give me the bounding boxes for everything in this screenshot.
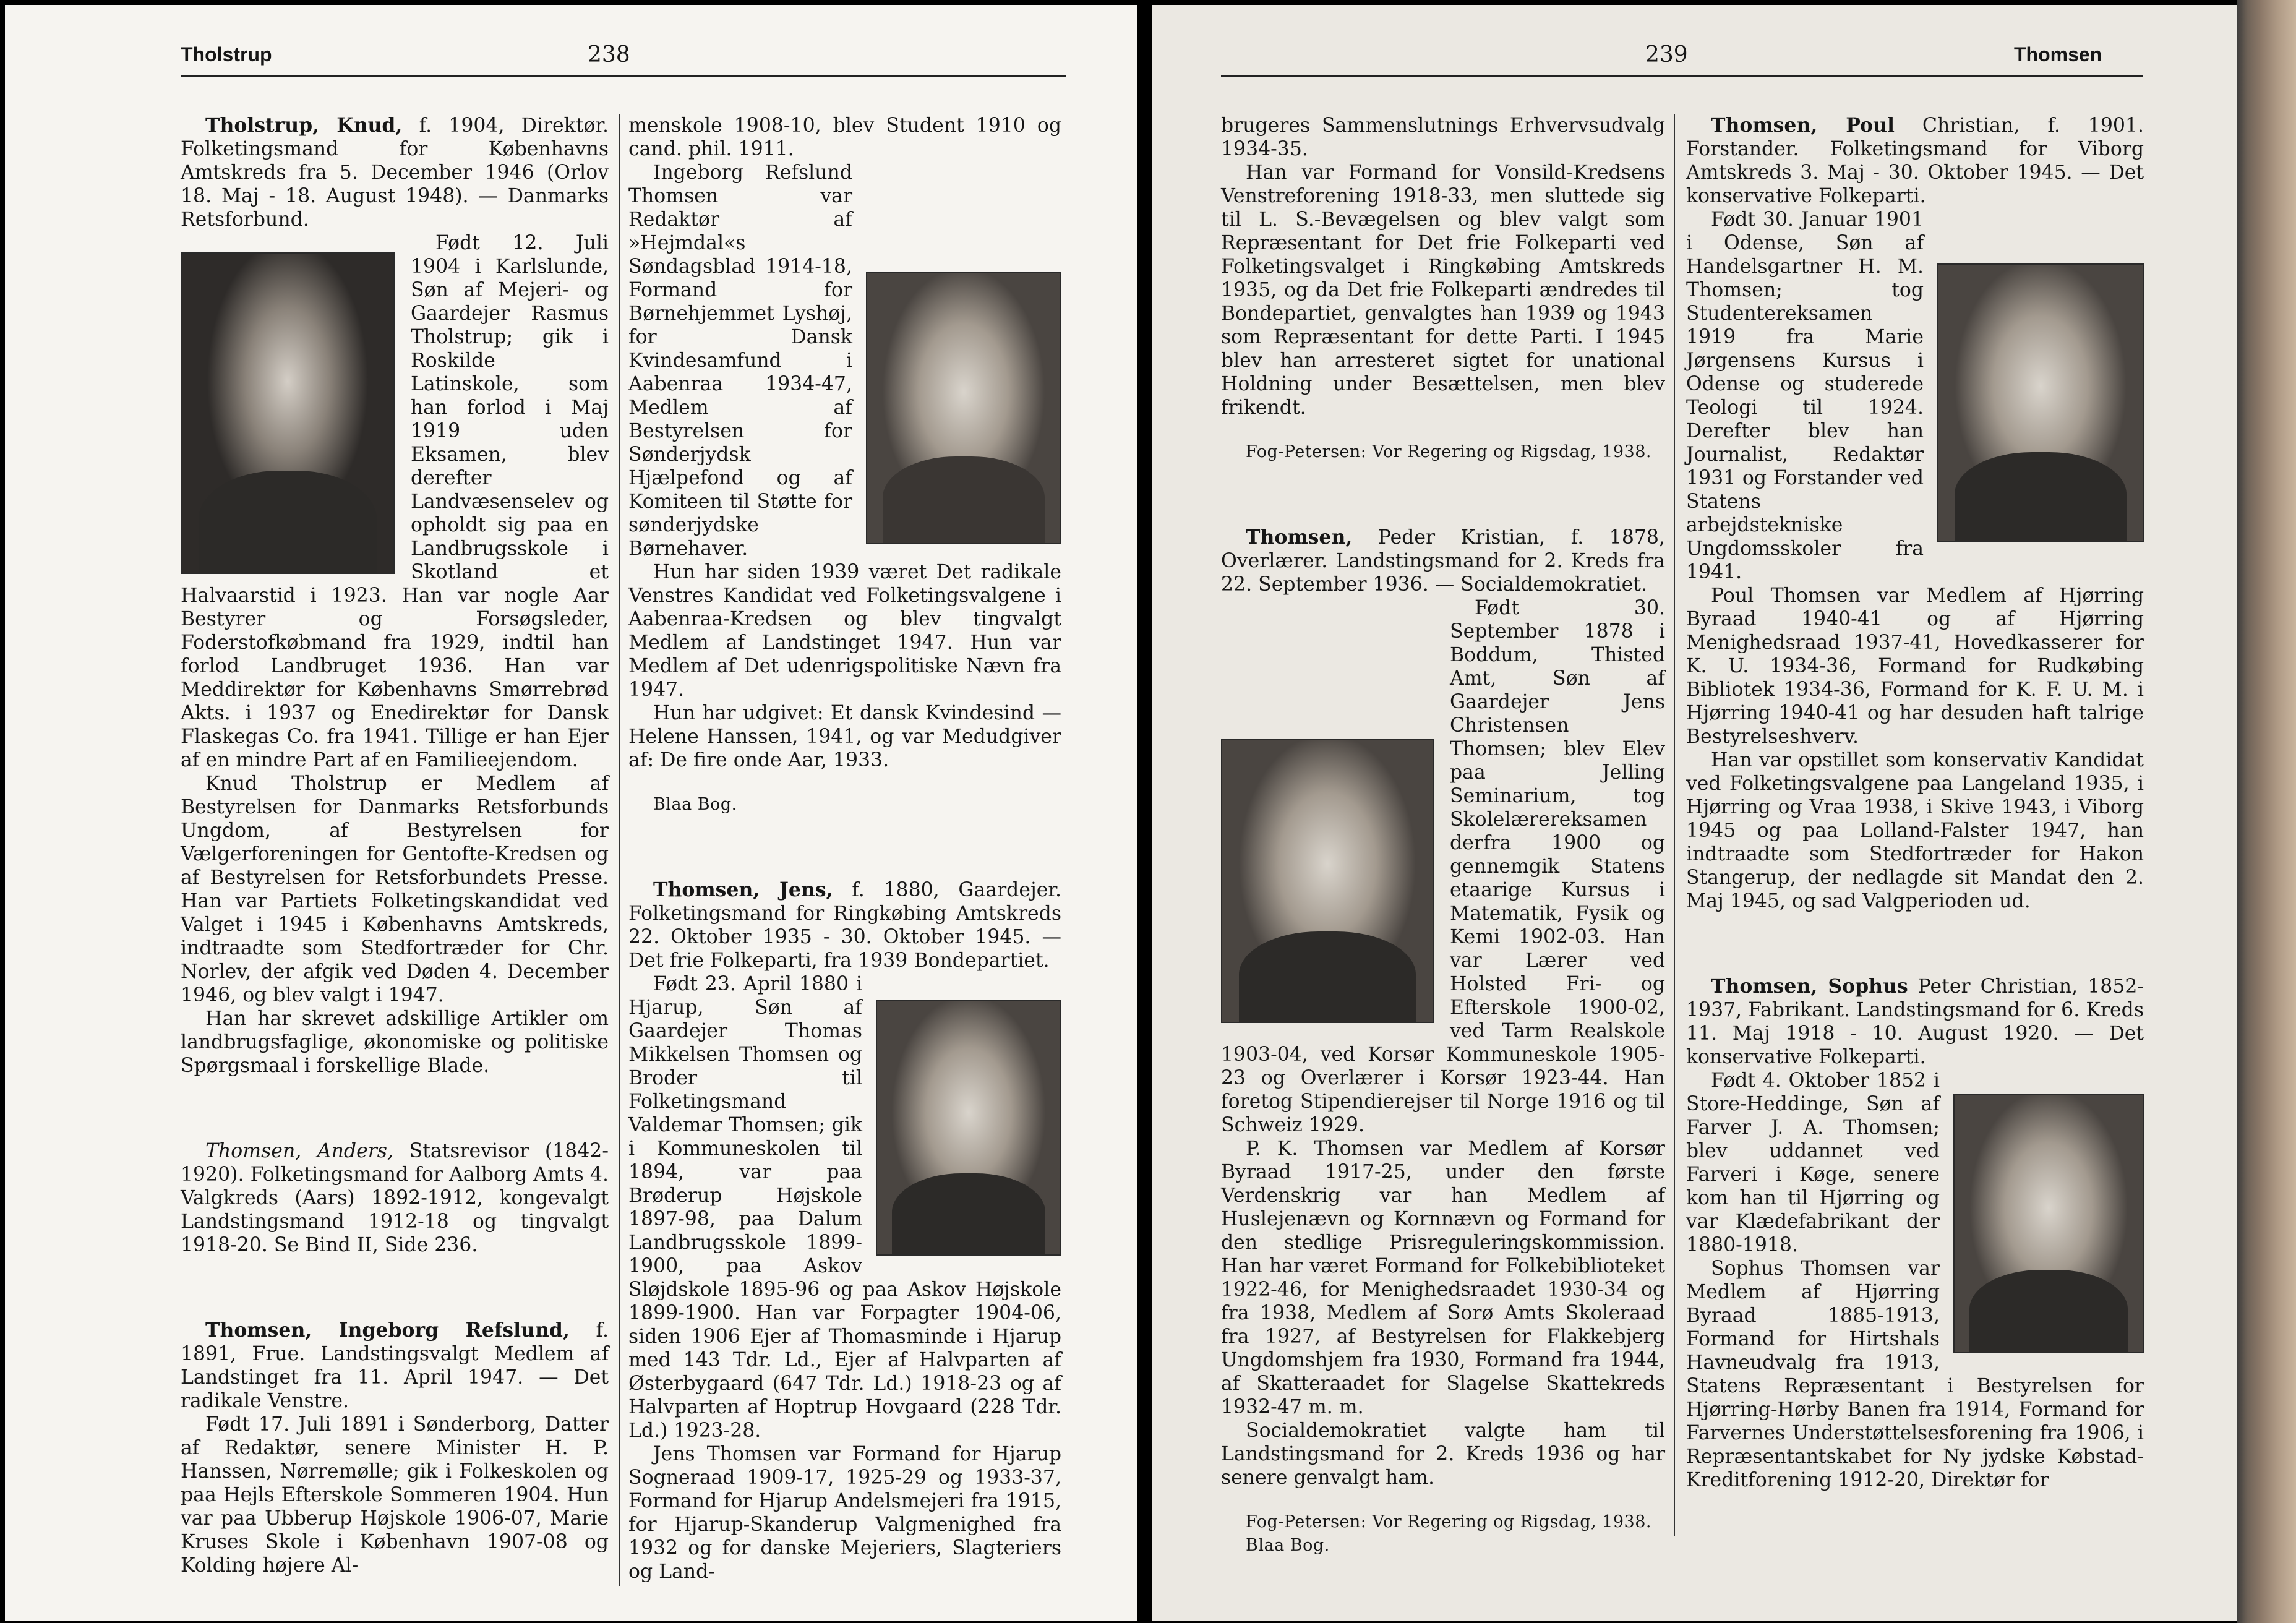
entry-heading: Thomsen, Poul Christian, f. 1901. Forstander. Folketingsmand for Viborg Amtskreds 3. Maj - 30. Oktober 1945. — Det konservative Folkeparti. — [1686, 114, 2144, 207]
paragraph: brugeres Sammenslutnings Erhvervsudvalg 1934-35. — [1221, 114, 1665, 160]
page-number-left: 238 — [588, 42, 630, 67]
paragraph: Ingeborg Refslund Thomsen var Redaktør af »Hejmdal«s Søndagsblad 1914-18, Formand for Børnehjemmet Lyshøj, for Dansk Kvindesamfund i Aabenraa 1934-47, Medlem af Bestyrelsen for Sønderjydsk Hjælpefond og af Komiteen til Støtte for sønderjydske Børnehaver. — [628, 161, 852, 560]
source-note: Blaa Bog. — [653, 795, 737, 814]
page-number-right: 239 — [1645, 42, 1688, 67]
source-note: Blaa Bog. — [1246, 1536, 1330, 1555]
source-note: Fog-Petersen: Vor Regering og Rigsdag, 1938. — [1246, 1512, 1651, 1531]
left-col-1 — [181, 114, 609, 1577]
entry-heading: Thomsen, Peder Kristian, f. 1878, Overlærer. Landstingsmand for 2. Kreds fra 22. September 1936. — Socialdemokratiet. — [1221, 526, 1665, 596]
portrait-thomsen-peder — [1221, 739, 1434, 1023]
header-rule — [1221, 75, 2143, 77]
paragraph: P. K. Thomsen var Medlem af Korsør Byraad 1917-25, under den første Verdenskrig var han Medlem af Huslejenævn og Kornnævn og Formand for den stedlige Prisreguleringskommission. Han har været Formand for Folkebiblioteket 1922-46, for Menighedsraadet 1930-34 og fra 1938, Medlem af Sorø Amts Skoleraad fra 1927, af Bestyrelsen for Flakkebjerg Ungdomshjem fra 1930, Formand fra 1944, af Skatteraadet for Slagelse Skattekreds 1932-47 m. m. — [1221, 1137, 1665, 1418]
right-page — [1152, 5, 2237, 1621]
column-rule — [619, 114, 620, 1586]
right-col-1 — [1221, 114, 1665, 1557]
paragraph: Født 30. Januar 1901 i Odense, Søn af Handelsgartner H. M. Thomsen; tog Studentereksamen 1919 fra Marie Jørgensens Kursus i Odense og studerede Teologi til 1924. Derefter blev han Journalist, Redaktør 1931 og Forstander ved Statens arbejdstekniske Ungdomsskoler fra 1941. — [1686, 208, 1924, 583]
paragraph: Født 17. Juli 1891 i Sønderborg, Datter af Redaktør, senere Minister H. P. Hanssen, Nørremølle; gik i Folkeskolen og paa Hejls Efterskole Sommeren 1904. Hun var paa Ubberup Højskole 1906-07, Marie Kruses Skole i København 1907-08 og Kolding højere Al- — [181, 1413, 609, 1577]
paragraph: Hun har siden 1939 været Det radikale Venstres Kandidat ved Folketingsvalgene i Aabenraa-Kredsen og blev tingvalgt Medlem af Landstinget 1947. Hun var Medlem af Det udenrigspolitiske Nævn fra 1947. — [628, 561, 1061, 701]
paragraph: Født 23. April 1880 i Hjarup, Søn af Gaardejer Thomas Mikkelsen Thomsen og Broder til Folketingsmand Valdemar Thomsen; gik i Kommuneskolen til 1894, var paa Brøderup Højskole 1897-98, paa Dalum Landbrugsskole 1899-1900, paa Askov Sløjdskole 1895-96 og paa Askov Højskole 1899-1900. Han var Forpagter 1904-06, siden 1906 Ejer af Thomasminde i Hjarup med 143 Tdr. Ld., Ejer af Halvparten af Østerbygaard (647 Tdr. Ld.) 1918-23 og af Halvparten af Hoptrup Hovgaard (228 Tdr. Ld.) 1923-28. — [628, 973, 1061, 1442]
portrait-thomsen-jens — [876, 1000, 1061, 1256]
header-rule — [181, 75, 1066, 77]
entry-heading: Thomsen, Jens, f. 1880, Gaardejer. Folketingsmand for Ringkøbing Amtskreds 22. Oktober 1935 - 30. Oktober 1945. — Det frie Folkeparti, fra 1939 Bondepartiet. — [628, 878, 1062, 972]
portrait-thomsen-poul — [1937, 263, 2144, 542]
right-col-2 — [1686, 114, 2144, 1492]
paragraph: Poul Thomsen var Medlem af Hjørring Byraad 1940-41 og af Hjørring Menighedsraad 1937-41, Hovedkasserer for K. U. 1934-36, Formand for Rudkøbing Bibliotek 1934-36, Formand for K. F. U. M. i Hjørring 1940-41 og har desuden haft talrige Bestyrelseshverv. — [1686, 585, 2144, 748]
running-head-left: Tholstrup — [181, 43, 272, 66]
paragraph: Født 30. September 1878 i Boddum, Thisted Amt, Søn af Gaardejer Jens Christensen Thomsen; blev Elev paa Jelling Seminarium, tog Skolelærereksamen derfra 1900 og gennemgik Statens etaarige Kursus i Matematik, Fysik og Kemi 1902-03. Han var Lærer ved Holsted Fri- og Efterskole 1900-02, ved Tarm Realskole 1903-04, ved Korsør Kommuneskole 1905-23 og Overlærer i Korsør 1923-44. Han foretog Stipendierejser til Norge 1916 og til Schweiz 1929. — [1221, 597, 1665, 1136]
left-col-2 — [628, 114, 1061, 1583]
portrait-thomsen-ingeborg — [866, 272, 1061, 544]
entry-heading: Thomsen, Ingeborg Refslund, f. 1891, Frue. Landstingsvalgt Medlem af Landstinget fra 11. April 1947. — Det radikale Venstre. — [181, 1319, 609, 1412]
left-page — [5, 5, 1137, 1621]
paragraph: menskole 1908-10, blev Student 1910 og cand. phil. 1911. — [628, 114, 1061, 160]
paragraph: Han var opstillet som konservativ Kandidat ved Folketingsvalgene paa Langeland 1935, i Hjørring og Vraa 1938, i Skive 1943, i Viborg 1945 og paa Lolland-Falster 1947, han indtraadte som Stedfortræder for Hakon Stangerup, der nedlagde sit Mandat den 2. Maj 1945, og sad Valgperioden ud. — [1686, 749, 2144, 912]
source-note: Fog-Petersen: Vor Regering og Rigsdag, 1938. — [1246, 442, 1651, 461]
book-edge — [2237, 0, 2296, 1623]
column-rule — [1674, 114, 1675, 1536]
paragraph: Han har skrevet adskillige Artikler om landbrugsfaglige, økonomiske og politiske Spørgsmaal i forskellige Blade. — [181, 1008, 609, 1077]
paragraph: Han var Formand for Vonsild-Kredsens Venstreforening 1918-33, men sluttede sig til L. S.-Bevægelsen og blev valgt som Repræsentant for Det frie Folkeparti ved Folketingsvalget i Ringkøbing Amtskreds 1935, og da Det frie Folkeparti ændredes til Bondepartiet, genvalgtes han 1939 og 1943 som Repræsentant for dette Parti. I 1945 blev han arresteret sigtet for unational Holdning under Besættelsen, men blev frikendt. — [1221, 161, 1665, 419]
entry-heading: Tholstrup, Knud, f. 1904, Direktør. Folketingsmand for Københavns Amtskreds fra 5. December 1946 (Orlov 18. Maj - 18. August 1948). — Danmarks Retsforbund. — [181, 114, 609, 231]
paragraph: Født 12. Juli 1904 i Karlslunde, Søn af Mejeri- og Gaardejer Rasmus Tholstrup; gik i Roskilde Latinskole, som han forlod i Maj 1919 uden Eksamen, blev derefter Landvæsenselev og opholdt sig paa en Landbrugsskole i Skotland et Halvaarstid i 1923. Han var nogle Aar Bestyrer og Forsøgsleder, Foderstofkøbmand fra 1929, indtil han forlod Landbruget 1936. Han var Meddirektør for Københavns Smørrebrød Akts. i 1937 og Enedirektør for Dansk Flaskegas Co. fra 1941. Tillige er han Ejer af en mindre Part af en Familieejendom. — [181, 232, 609, 771]
portrait-tholstrup-knud — [181, 252, 395, 574]
paragraph: Sophus Thomsen var Medlem af Hjørring Byraad 1885-1913, Formand for Hirtshals Havneudvalg fra 1913, Statens Repræsentant i Bestyrelsen for Hjørring-Hørby Banen fra 1914, Formand for Farvernes Understøttelsesforening fra 1906, i Repræsentantskabet for Ny jydske Købstad-Kreditforening 1912-20, Direktør for — [1686, 1257, 2144, 1491]
paragraph: Jens Thomsen var Formand for Hjarup Sogneraad 1909-17, 1925-29 og 1933-37, Formand for Hjarup Andelsmejeri fra 1915, for Hjarup-Skanderup Valgmenighed fra 1932 og for danske Mejeriers, Slagteriers og Land- — [628, 1443, 1061, 1583]
paragraph: Socialdemokratiet valgte ham til Landstingsmand for 2. Kreds 1936 og har senere genvalgt ham. — [1221, 1420, 1665, 1489]
running-head-right: Thomsen — [2014, 43, 2102, 66]
entry-heading: Thomsen, Anders, Statsrevisor (1842-1920). Folketingsmand for Aalborg Amts 4. Valgkreds (Aars) 1892-1912, kongevalgt Landstingsmand 1912-18 og tingvalgt 1918-20. Se Bind II, Side 236. — [181, 1140, 609, 1256]
entry-heading: Thomsen, Sophus Peter Christian, 1852-1937, Fabrikant. Landstingsmand for 6. Kreds 11. Maj 1918 - 10. August 1920. — Det konservative Folkeparti. — [1686, 975, 2144, 1068]
paragraph: Hun har udgivet: Et dansk Kvindesind — Helene Hanssen, 1941, og var Medudgiver af: De fire onde Aar, 1933. — [628, 702, 1061, 771]
portrait-thomsen-sophus — [1953, 1094, 2144, 1353]
paragraph: Knud Tholstrup er Medlem af Bestyrelsen for Danmarks Retsforbunds Ungdom, af Bestyrelsen for Vælgerforeningen for Gentofte-Kredsen og af Bestyrelsen for Retsforbundets Presse. Han var Partiets Folketingskandidat ved Valget i 1945 i Københavns Amtskreds, indtraadte som Stedfortræder for Chr. Norlev, der afgik ved Døden 4. December 1946, og blev valgt i 1947. — [181, 773, 609, 1006]
paragraph: Født 4. Oktober 1852 i Store-Heddinge, Søn af Farver J. A. Thomsen; blev uddannet ved Farveri i Køge, senere kom han til Hjørring og var Klædefabrikant der 1880-1918. — [1686, 1069, 1940, 1256]
